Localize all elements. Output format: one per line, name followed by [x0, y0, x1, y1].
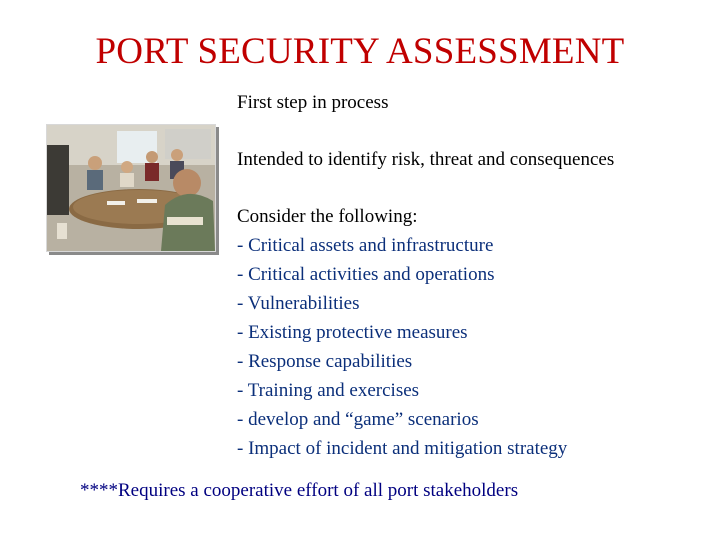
slide-title: PORT SECURITY ASSESSMENT	[95, 31, 625, 72]
consideration-list	[237, 231, 567, 463]
list-item: - Training and exercises	[237, 380, 420, 401]
list-item: - Critical assets and infrastructure	[237, 235, 494, 256]
list-item: - Impact of incident and mitigation strategy	[237, 438, 568, 459]
meeting-photo-image	[47, 125, 215, 251]
list-item: - Existing protective measures	[237, 322, 468, 343]
meeting-photo	[46, 124, 216, 252]
footer-note: ****Requires a cooperative effort of all port stakeholders	[80, 480, 519, 501]
intent-text: Intended to identify risk, threat and consequences	[237, 149, 615, 170]
consider-heading: Consider the following:	[237, 206, 418, 227]
list-item: - Response capabilities	[237, 351, 413, 372]
list-item: - develop and “game” scenarios	[237, 409, 479, 430]
list-item: - Vulnerabilities	[237, 293, 360, 314]
first-step-text: First step in process	[237, 92, 389, 113]
list-item: - Critical activities and operations	[237, 264, 495, 285]
